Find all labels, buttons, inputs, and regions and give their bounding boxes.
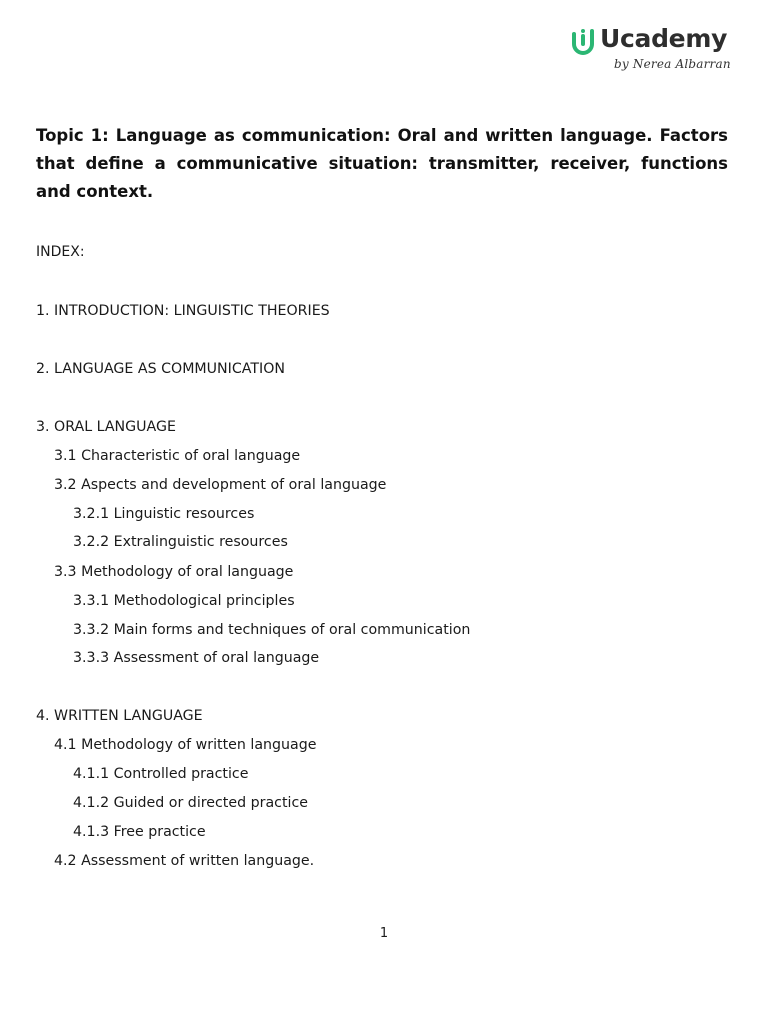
- page-number: 1: [379, 926, 389, 941]
- index-label: INDEX:: [36, 244, 85, 260]
- toc-item-4: 4. WRITTEN LANGUAGE: [36, 708, 203, 724]
- toc-item-3-3-2: 3.3.2 Main forms and techniques of oral communication: [73, 622, 471, 638]
- toc-item-3-2: 3.2 Aspects and development of oral language: [54, 477, 387, 493]
- brand-byline: by Nerea Albarran: [614, 57, 731, 71]
- ucademy-logo-icon: [570, 28, 596, 56]
- brand-name: Ucademy: [600, 24, 728, 53]
- toc-item-3-1: 3.1 Characteristic of oral language: [54, 448, 301, 464]
- toc-item-2: 2. LANGUAGE AS COMMUNICATION: [36, 361, 285, 377]
- toc-item-4-1-1: 4.1.1 Controlled practice: [73, 766, 249, 782]
- toc-item-3-3-1: 3.3.1 Methodological principles: [73, 593, 295, 609]
- toc-item-4-1-3: 4.1.3 Free practice: [73, 824, 206, 840]
- toc-item-4-2: 4.2 Assessment of written language.: [54, 853, 315, 869]
- toc-item-3: 3. ORAL LANGUAGE: [36, 419, 176, 435]
- brand-logo: [568, 24, 731, 76]
- document-title: Topic 1: Language as communication: Oral and written language. Factors that define a communicative situation: transmitter, receiver, functions and context.: [36, 126, 728, 201]
- toc-item-4-1-2: 4.1.2 Guided or directed practice: [73, 795, 308, 811]
- toc-item-4-1: 4.1 Methodology of written language: [54, 737, 317, 753]
- toc-item-3-3: 3.3 Methodology of oral language: [54, 564, 294, 580]
- toc-item-3-2-1: 3.2.1 Linguistic resources: [73, 506, 255, 522]
- toc-item-1: 1. INTRODUCTION: LINGUISTIC THEORIES: [36, 303, 330, 319]
- toc-item-3-2-2: 3.2.2 Extralinguistic resources: [73, 534, 288, 550]
- toc-item-3-3-3: 3.3.3 Assessment of oral language: [73, 650, 320, 666]
